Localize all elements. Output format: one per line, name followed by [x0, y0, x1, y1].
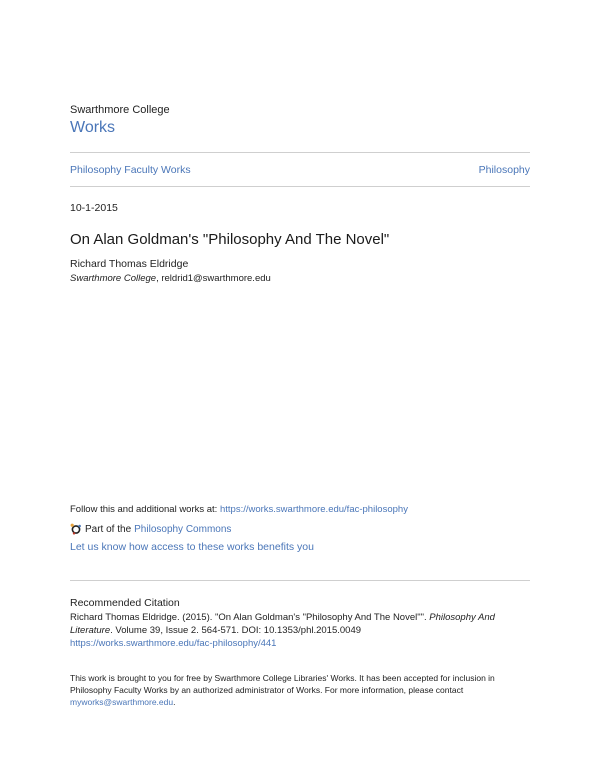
institution-name: Swarthmore College: [70, 104, 170, 116]
author-email: , reldrid1@swarthmore.edu: [156, 273, 271, 284]
commons-network-icon: [70, 523, 82, 535]
follow-url-link[interactable]: https://works.swarthmore.edu/fac-philosophy: [219, 504, 408, 515]
article-title: On Alan Goldman's "Philosophy And The Novel": [70, 231, 390, 248]
follow-line: [70, 504, 408, 515]
part-of-label: Part of the: [85, 523, 132, 535]
collection-link[interactable]: Philosophy Faculty Works: [70, 164, 191, 176]
part-of-line: [70, 523, 231, 535]
citation-heading: Recommended Citation: [70, 597, 180, 609]
author-affiliation: [70, 273, 271, 284]
divider-top: [70, 152, 530, 153]
repository-link[interactable]: Works: [70, 119, 116, 136]
citation-suffix: . Volume 39, Issue 2. 564-571. DOI: 10.1353/phl.2015.0049: [110, 625, 362, 636]
author-name: Richard Thomas Eldridge: [70, 258, 189, 270]
footer-notice: [70, 672, 530, 708]
department-link[interactable]: Philosophy: [478, 164, 530, 176]
citation-prefix: Richard Thomas Eldridge. (2015). "On Alan Goldman's "Philosophy And The Novel"".: [70, 612, 430, 623]
citation-text: [70, 611, 530, 650]
citation-journal: Philosophy And Literature: [70, 612, 495, 636]
divider-bottom: [70, 186, 530, 187]
feedback-link[interactable]: Let us know how access to these works benefits you: [70, 541, 314, 553]
contact-email-link[interactable]: myworks@swarthmore.edu: [70, 697, 174, 707]
footer-text: This work is brought to you for free by Swarthmore College Libraries' Works. It has been accepted for inclusion in Philosophy Faculty Works by an authorized administrator of Works. For more information, please contact: [70, 673, 495, 695]
philosophy-commons-link[interactable]: Philosophy Commons: [134, 523, 232, 535]
footer-end: .: [173, 697, 176, 707]
cover-page: [70, 0, 530, 776]
affiliation-institution: Swarthmore College: [70, 273, 157, 284]
publication-date: 10-1-2015: [70, 202, 118, 214]
follow-label: Follow this and additional works at:: [70, 504, 220, 515]
divider-citation: [70, 580, 530, 581]
citation-url-link[interactable]: https://works.swarthmore.edu/fac-philosophy/441: [70, 638, 277, 649]
